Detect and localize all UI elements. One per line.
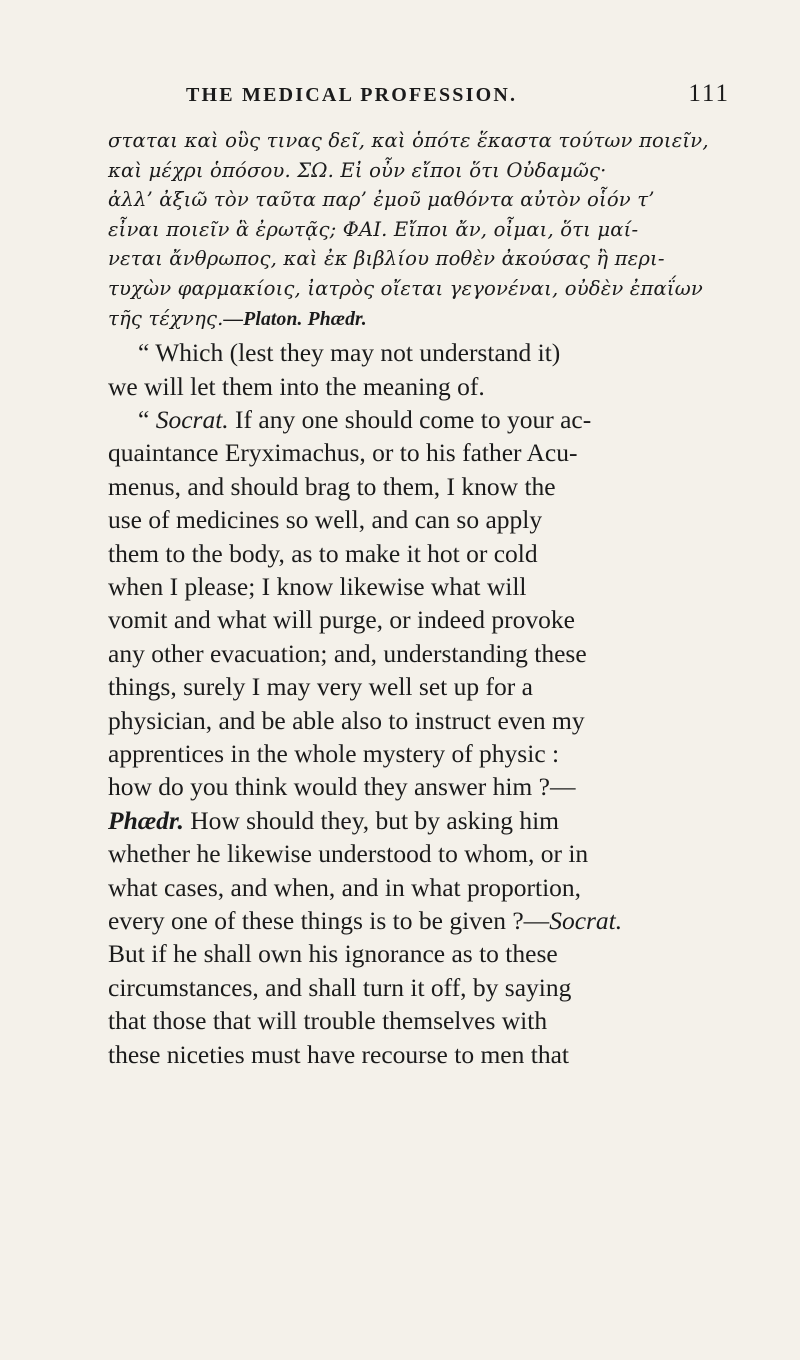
- paragraph-line: “ Which (lest they may not understand it): [138, 338, 561, 368]
- english-translation: [108, 336, 742, 1071]
- paragraph-line: them to the body, as to make it hot or cold: [108, 538, 538, 568]
- greek-line: εἶναι ποιεῖν ἃ ἐρωτᾷς; ΦΑΙ. Εἴποι ἄν, οἶμαι, ὅτι μαί-: [108, 217, 639, 241]
- greek-line: σταται καὶ οὓς τινας δεῖ, καὶ ὁπότε ἕκαστα τούτων ποιεῖν,: [108, 129, 709, 152]
- line-text: every one of these things is to be given ?—: [108, 906, 550, 936]
- paragraph-line: menus, and should brag to them, I know the: [108, 471, 556, 501]
- paragraph-line: when I please; I know likewise what will: [108, 572, 527, 601]
- greek-quotation: [108, 126, 742, 334]
- line-text: If any one should come to your ac-: [228, 404, 592, 434]
- paragraph-line: circumstances, and shall turn it off, by saying: [108, 972, 572, 1002]
- open-quote: “: [138, 404, 156, 434]
- page-number: 111: [688, 80, 730, 107]
- paragraph-line: what cases, and when, and in what proportion,: [108, 872, 582, 902]
- speaker-socrates: Socrat.: [155, 404, 229, 434]
- greek-line: καὶ μέχρι ὁπόσου. ΣΩ. Εἰ οὖν εἴποι ὅτι Οὐδαμῶς·: [108, 158, 607, 182]
- greek-last-text: τῆς τέχνης.: [108, 306, 224, 330]
- greek-line: τυχὼν φαρμακίοις, ἰατρὸς οἴεται γεγονέναι, οὐδὲν ἐπαΐων: [108, 276, 703, 300]
- paragraph-line: [108, 804, 742, 837]
- paragraph-line: that those that will trouble themselves with: [108, 1006, 548, 1036]
- greek-line: νεται ἄνθρωπος, καὶ ἐκ βιβλίου ποθὲν ἀκούσας ἢ περι-: [108, 247, 665, 271]
- paragraph-line: any other evacuation; and, understanding these: [108, 638, 587, 668]
- paragraph-line: physician, and be able also to instruct even my: [108, 705, 585, 735]
- speaker-socrates: Socrat.: [549, 906, 623, 936]
- paragraph-line: use of medicines so well, and can so apply: [108, 505, 543, 535]
- paragraph-line: But if he shall own his ignorance as to these: [108, 939, 558, 969]
- paragraph-line: these niceties must have recourse to men that: [108, 1039, 569, 1069]
- paragraph-line: we will let them into the meaning of.: [108, 371, 485, 401]
- running-title: THE MEDICAL PROFESSION.: [186, 84, 518, 106]
- paragraph-line: things, surely I may very well set up for a: [108, 672, 533, 702]
- paragraph-line: vomit and what will purge, or indeed provoke: [108, 605, 575, 635]
- paragraph-line: [108, 904, 742, 937]
- running-head: [110, 80, 730, 114]
- line-text: How should they, but by asking him: [183, 805, 559, 835]
- paragraph-line: how do you think would they answer him ?—: [108, 772, 576, 802]
- speaker-phaedrus: Phædr.: [108, 805, 184, 835]
- paragraph-line: apprentices in the whole mystery of physic :: [108, 739, 560, 769]
- greek-line-last: [108, 304, 742, 335]
- paragraph-line: quaintance Eryximachus, or to his father Acu-: [108, 438, 578, 468]
- text-block: [108, 126, 742, 1071]
- citation: —Platon. Phædr.: [223, 308, 367, 330]
- paragraph-line: whether he likewise understood to whom, or in: [108, 839, 589, 869]
- paragraph-line: [108, 403, 742, 436]
- greek-line: ἀλλ’ ἀξιῶ τὸν ταῦτα παρ’ ἐμοῦ μαθόντα αὐτὸν οἷόν τ’: [108, 188, 655, 212]
